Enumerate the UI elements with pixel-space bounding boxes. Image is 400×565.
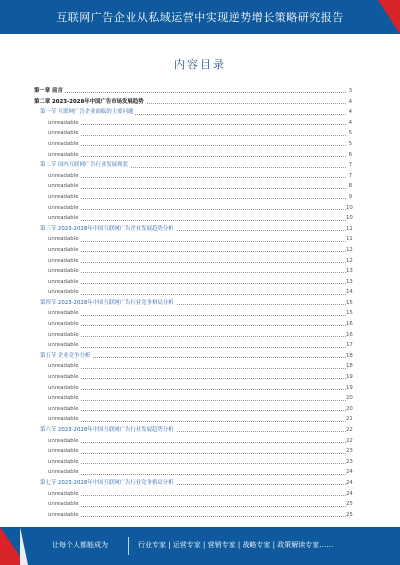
toc-entry-label: unreadable: [48, 245, 81, 256]
toc-entry[interactable]: [34, 118, 352, 129]
toc-entry-page: 19: [346, 383, 352, 394]
toc-dot-leader: [48, 315, 346, 316]
toc-entry-page: 10: [346, 203, 352, 214]
footer-divider: [128, 537, 129, 555]
toc-entry-label: unreadable: [48, 213, 81, 224]
toc-entry-label: 第一节 互联网广告企业面临的主要问题: [40, 107, 135, 118]
toc-entry[interactable]: [34, 245, 352, 256]
toc-entry-label: unreadable: [48, 118, 81, 129]
toc-dot-leader: [48, 506, 346, 507]
toc-dot-leader: [48, 241, 346, 242]
toc-entry-label: unreadable: [48, 457, 81, 468]
toc-entry-label: 第四节 2023-2028年中国互联网广告行业竞争格局分析: [40, 298, 176, 309]
toc-dot-leader: [48, 135, 346, 136]
toc-entry-page: 7: [346, 171, 352, 182]
toc-dot-leader: [48, 198, 346, 199]
toc-dot-leader: [48, 368, 346, 369]
toc-entry-page: 16: [346, 330, 352, 341]
toc-dot-leader: [48, 262, 346, 263]
toc-dot-leader: [48, 400, 346, 401]
toc-entry-page: 5: [346, 139, 352, 150]
toc-entry-page: 19: [346, 372, 352, 383]
toc-entry[interactable]: [34, 425, 352, 436]
toc-entry-page: 12: [346, 245, 352, 256]
toc-entry-page: 25: [346, 510, 352, 521]
toc-dot-leader: [48, 378, 346, 379]
toc-entry-page: 4: [346, 97, 352, 108]
toc-heading: 内容目录: [174, 58, 226, 71]
toc-dot-leader: [48, 516, 346, 517]
toc-entry[interactable]: [34, 192, 352, 203]
toc-dot-leader: [48, 156, 346, 157]
toc-dot-leader: [48, 410, 346, 411]
toc-entry-page: 11: [346, 234, 352, 245]
toc-entry-page: 4: [346, 118, 352, 129]
toc-entry-page: 18: [346, 351, 352, 362]
toc-dot-leader: [48, 251, 346, 252]
toc-entry-page: 8: [346, 181, 352, 192]
toc-dot-leader: [48, 325, 346, 326]
toc-entry-label: unreadable: [48, 308, 81, 319]
table-of-contents: [34, 86, 352, 520]
toc-dot-leader: [48, 347, 346, 348]
header-red-corner: [378, 0, 400, 34]
toc-entry-page: 6: [346, 150, 352, 161]
toc-entry-page: 22: [346, 425, 352, 436]
toc-entry[interactable]: [34, 340, 352, 351]
toc-entry-label: unreadable: [48, 404, 81, 415]
toc-entry-page: 15: [346, 298, 352, 309]
toc-entry[interactable]: [34, 266, 352, 277]
toc-entry-page: 15: [346, 308, 352, 319]
toc-entry-label: unreadable: [48, 489, 81, 500]
toc-entry-page: 5: [346, 128, 352, 139]
toc-entry-label: unreadable: [48, 128, 81, 139]
toc-entry-label: unreadable: [48, 203, 81, 214]
toc-entry[interactable]: [34, 351, 352, 362]
report-title: 互联网广告企业从私域运营中实现逆势增长策略研究报告: [56, 11, 344, 24]
toc-entry-label: unreadable: [48, 436, 81, 447]
toc-entry-label: unreadable: [48, 139, 81, 150]
toc-dot-leader: [48, 209, 346, 210]
toc-entry-label: unreadable: [48, 319, 81, 330]
toc-entry-label: unreadable: [48, 330, 81, 341]
toc-entry-page: 20: [346, 404, 352, 415]
toc-entry-page: 13: [346, 277, 352, 288]
toc-entry-page: 17: [346, 340, 352, 351]
toc-entry-page: 20: [346, 393, 352, 404]
toc-entry[interactable]: [34, 107, 352, 118]
toc-entry-label: unreadable: [48, 383, 81, 394]
toc-entry-page: 24: [346, 489, 352, 500]
toc-dot-leader: [34, 92, 346, 93]
toc-entry[interactable]: [34, 457, 352, 468]
toc-entry[interactable]: [34, 234, 352, 245]
toc-entry[interactable]: [34, 361, 352, 372]
toc-entry[interactable]: [34, 150, 352, 161]
toc-entry-label: 第三节 2023-2028年中国互联网广告企业发展趋势分析: [40, 224, 176, 235]
footer-tagline: 行业专家 | 运营专家 | 营销专家 | 战略专家 | 政策解读专家……: [138, 541, 334, 549]
toc-entry-page: 23: [346, 457, 352, 468]
toc-entry-page: 21: [346, 414, 352, 425]
toc-entry[interactable]: [34, 298, 352, 309]
toc-entry[interactable]: [34, 383, 352, 394]
toc-entry[interactable]: [34, 139, 352, 150]
toc-entry-label: unreadable: [48, 467, 81, 478]
toc-entry-page: 22: [346, 436, 352, 447]
footer-slogan: 让每个人都能成为: [52, 541, 108, 549]
toc-entry-label: unreadable: [48, 393, 81, 404]
toc-entry-label: unreadable: [48, 171, 81, 182]
toc-entry[interactable]: [34, 256, 352, 267]
toc-dot-leader: [48, 495, 346, 496]
toc-entry-page: 18: [346, 361, 352, 372]
toc-entry-label: unreadable: [48, 446, 81, 457]
toc-dot-leader: [48, 336, 346, 337]
toc-entry-label: unreadable: [48, 340, 81, 351]
toc-dot-leader: [48, 389, 346, 390]
toc-entry-page: 11: [346, 224, 352, 235]
toc-entry-label: 第一章 前言: [34, 86, 65, 97]
toc-entry[interactable]: [34, 181, 352, 192]
toc-entry-page: 4: [346, 107, 352, 118]
toc-entry-label: 第五节 企业竞争分析: [40, 351, 92, 362]
toc-entry[interactable]: [34, 128, 352, 139]
toc-dot-leader: [48, 474, 346, 475]
toc-entry[interactable]: [34, 393, 352, 404]
toc-dot-leader: [48, 442, 346, 443]
toc-dot-leader: [48, 220, 346, 221]
toc-dot-leader: [48, 453, 346, 454]
toc-entry[interactable]: [34, 446, 352, 457]
toc-entry[interactable]: [34, 467, 352, 478]
toc-entry[interactable]: [34, 224, 352, 235]
toc-entry-page: 13: [346, 266, 352, 277]
toc-dot-leader: [48, 421, 346, 422]
toc-entry-label: unreadable: [48, 256, 81, 267]
toc-entry-page: 7: [346, 160, 352, 171]
toc-entry-label: unreadable: [48, 181, 81, 192]
toc-entry-label: 第七节 2023-2028年中国互联网广告行业竞争格局分析: [40, 478, 176, 489]
toc-entry[interactable]: [34, 277, 352, 288]
toc-entry[interactable]: [34, 499, 352, 510]
toc-dot-leader: [48, 294, 346, 295]
toc-entry-label: 第二章 2023-2028年中国广告市场发展趋势: [34, 97, 146, 108]
toc-entry[interactable]: [34, 86, 352, 97]
toc-entry-label: 第二节 国内互联网广告行业发展现状: [40, 160, 130, 171]
toc-entry-label: unreadable: [48, 510, 81, 521]
toc-entry[interactable]: [34, 319, 352, 330]
footer-white-stripe: [20, 527, 28, 565]
toc-entry-page: 9: [346, 192, 352, 203]
toc-entry-page: 10: [346, 213, 352, 224]
toc-entry[interactable]: [34, 478, 352, 489]
toc-entry[interactable]: [34, 203, 352, 214]
toc-entry-label: unreadable: [48, 192, 81, 203]
toc-dot-leader: [48, 272, 346, 273]
toc-entry-page: 24: [346, 467, 352, 478]
toc-entry[interactable]: [34, 97, 352, 108]
toc-entry-page: 24: [346, 478, 352, 489]
toc-entry-page: 23: [346, 446, 352, 457]
toc-entry-label: unreadable: [48, 277, 81, 288]
toc-dot-leader: [48, 145, 346, 146]
toc-entry-label: unreadable: [48, 499, 81, 510]
page-header-banner: [0, 0, 400, 34]
toc-entry[interactable]: [34, 160, 352, 171]
toc-entry-label: unreadable: [48, 372, 81, 383]
toc-entry[interactable]: [34, 308, 352, 319]
toc-entry-label: unreadable: [48, 287, 81, 298]
toc-entry-label: unreadable: [48, 150, 81, 161]
toc-entry[interactable]: [34, 287, 352, 298]
toc-entry[interactable]: [34, 330, 352, 341]
toc-entry[interactable]: [34, 489, 352, 500]
toc-entry[interactable]: [34, 171, 352, 182]
toc-entry[interactable]: [34, 372, 352, 383]
toc-entry-label: unreadable: [48, 361, 81, 372]
toc-entry[interactable]: [34, 213, 352, 224]
toc-dot-leader: [48, 188, 346, 189]
toc-entry-label: unreadable: [48, 266, 81, 277]
toc-entry[interactable]: [34, 436, 352, 447]
toc-dot-leader: [48, 283, 346, 284]
toc-entry[interactable]: [34, 414, 352, 425]
toc-entry-label: unreadable: [48, 414, 81, 425]
toc-dot-leader: [48, 124, 346, 125]
toc-entry-page: 3: [346, 86, 352, 97]
toc-entry-page: 16: [346, 319, 352, 330]
toc-entry-label: 第六节 2023-2028年中国互联网广告行业发展趋势分析: [40, 425, 176, 436]
toc-dot-leader: [48, 177, 346, 178]
toc-entry-page: 25: [346, 499, 352, 510]
toc-dot-leader: [48, 463, 346, 464]
page-footer-banner: [0, 527, 400, 565]
toc-entry-label: unreadable: [48, 234, 81, 245]
toc-entry[interactable]: [34, 510, 352, 521]
toc-entry[interactable]: [34, 404, 352, 415]
toc-entry-page: 14: [346, 287, 352, 298]
toc-entry-page: 12: [346, 256, 352, 267]
